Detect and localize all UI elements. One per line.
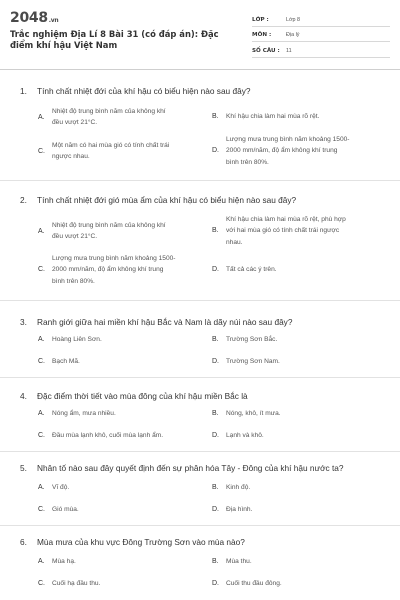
option-text [226,214,346,248]
quiz-meta [252,11,390,58]
answer-option-b[interactable] [212,214,384,248]
meta-label-count: SỐ CÂU : [252,47,280,54]
option-letter: B. [212,336,219,344]
option-letter: D. [212,432,219,440]
meta-row-subject [252,27,390,43]
question-text [20,86,250,96]
option-text [52,556,76,567]
option-text-line: Cuối thu đầu đông. [226,580,282,588]
option-text-line: bình trên 80%. [52,277,95,285]
option-letter: A. [38,484,45,492]
option-text-line: nhau. [226,238,243,246]
option-text-line: Trường Sơn Bắc. [226,336,278,344]
option-text-line: Tất cả các ý trên. [226,266,277,274]
meta-value-count: 11 [286,47,292,54]
question-prompt: Tính chất nhiệt đới của khí hậu có biểu hiện nào sau đây? [37,86,251,96]
option-text [226,556,252,567]
question-text [20,537,245,547]
page-header [0,0,400,68]
option-letter: C. [38,358,45,366]
option-text [226,482,250,493]
question-number: 2. [20,195,27,205]
answer-option-d[interactable] [212,578,384,589]
option-text-line: Hoàng Liên Sơn. [52,336,102,344]
option-letter: C. [38,506,45,514]
option-text [52,106,166,128]
answer-option-d[interactable] [212,430,384,441]
option-text [226,264,277,275]
option-letter: B. [212,558,219,566]
question-prompt: Đặc điểm thời tiết vào mùa đông của khí hậu miền Bắc là [37,391,248,401]
option-letter: B. [212,410,219,418]
option-text [52,356,80,367]
answer-option-d[interactable] [212,504,384,515]
option-text-line: Lạnh và khô. [226,432,264,440]
option-text-line: Khí hậu chia làm hai mùa rõ rệt. [226,113,320,121]
question-prompt: Mùa mưa của khu vực Đông Trường Sơn vào mùa nào? [37,537,245,547]
option-text-line: Một năm có hai mùa gió có tính chất trái [52,141,170,149]
option-text [226,356,280,367]
option-text-line: đều vượt 21°C. [52,233,98,240]
option-text [226,408,281,419]
answer-option-a[interactable] [38,106,206,128]
option-text-line: Vĩ độ. [52,484,70,492]
answer-option-b[interactable] [212,334,384,345]
question-text [20,463,344,473]
option-text-line: Cuối hạ đầu thu. [52,580,101,588]
option-text-line: 2000 mm/năm, độ ẩm không khí trung [226,147,338,155]
meta-label-subject: MÔN : [252,32,272,38]
answer-option-b[interactable] [212,408,384,419]
option-letter: D. [212,506,219,514]
option-text-line: Gió mùa. [52,506,79,514]
option-text [226,134,350,168]
option-letter: A. [38,227,45,235]
option-text [52,482,69,493]
meta-label-class: LỚP : [252,16,269,23]
option-text [52,140,169,162]
answer-option-c[interactable] [38,253,206,287]
option-text-line: Nóng ẩm, mưa nhiều. [52,410,116,418]
option-letter: C. [38,266,45,274]
option-text-line: Lượng mưa trung bình năm khoảng 1500- [226,136,350,144]
answer-option-a[interactable] [38,220,206,242]
answer-option-c[interactable] [38,430,206,441]
option-letter: C. [38,580,45,588]
answer-option-a[interactable] [38,408,206,419]
option-text-line: đều vượt 21°C. [52,119,98,126]
option-text-line: với hai mùa gió có tính chất trái ngược [226,227,340,235]
answer-option-d[interactable] [212,264,384,275]
option-text [226,578,282,589]
option-text [226,504,252,515]
option-letter: A. [38,336,45,344]
option-letter: A. [38,113,45,121]
option-letter: B. [212,113,219,121]
answer-option-a[interactable] [38,556,206,567]
option-letter: A. [38,410,45,418]
option-text [52,578,100,589]
option-text-line: Trường Sơn Nam. [226,358,280,366]
option-text [226,111,319,122]
question-number: 6. [20,537,27,547]
option-text [52,504,79,515]
answer-option-b[interactable] [212,482,384,493]
meta-value-class: Lớp 8 [286,16,301,23]
question-prompt: Ranh giới giữa hai miền khí hậu Bắc và Nam là dãy núi nào sau đây? [37,317,293,327]
option-letter: C. [38,147,45,155]
option-text-line: 2000 mm/năm, độ ẩm không khí trung [52,266,164,274]
answer-option-a[interactable] [38,482,206,493]
option-text-line: Khí hậu chia làm hai mùa rõ rệt, phù hợp [226,216,346,224]
answer-option-a[interactable] [38,334,206,345]
question-separator [0,451,400,452]
question-text [20,195,296,205]
meta-row-class [252,11,390,27]
option-text-line: Nhiệt độ trung bình năm của không khí [52,221,166,229]
option-text [52,253,176,287]
option-letter: D. [212,580,219,588]
answer-option-c[interactable] [38,578,206,589]
option-letter: B. [212,227,219,235]
answer-option-d[interactable] [212,356,384,367]
option-text-line: Nhiệt độ trung bình năm của không khí [52,107,166,115]
answer-option-c[interactable] [38,140,206,162]
option-letter: C. [38,432,45,440]
meta-value-subject: Địa lý [286,32,300,38]
option-letter: B. [212,484,219,492]
site-logo[interactable] [10,10,58,26]
option-text [52,408,116,419]
question-text [20,317,292,327]
option-text [226,334,277,345]
answer-option-d[interactable] [212,134,384,168]
option-letter: A. [38,558,45,566]
option-letter: D. [212,147,219,155]
question-prompt: Tính chất nhiệt đới gió mùa ẩm của khí hậu có biểu hiện nào sau đây? [37,195,297,205]
answer-option-b[interactable] [212,556,384,567]
question-separator [0,300,400,301]
logo-suffix: .vn [48,17,59,24]
option-letter: D. [212,266,219,274]
question-separator [0,180,400,181]
question-number: 3. [20,317,27,327]
option-text [52,430,163,441]
option-text-line: Kinh độ. [226,484,251,492]
option-text [52,220,166,242]
option-text-line: Nóng, khô, ít mưa. [226,410,281,418]
option-text-line: Mùa thu. [226,558,252,566]
option-letter: D. [212,358,219,366]
question-number: 4. [20,391,27,401]
quiz-title: Trắc nghiệm Địa Lí 8 Bài 31 (có đáp án): Đặc điểm khí hậu Việt Nam [10,29,219,50]
header-divider [0,69,400,70]
question-number: 5. [20,463,27,473]
option-text-line: Lượng mưa trung bình năm khoảng 1500- [52,255,176,263]
question-separator [0,525,400,526]
question-prompt: Nhân tố nào sau đây quyết định đến sự phân hóa Tây - Đông của khí hậu nước ta? [37,463,344,473]
option-text-line: bình trên 80%. [226,158,269,166]
answer-option-b[interactable] [212,111,384,122]
answer-option-c[interactable] [38,504,206,515]
option-text-line: Bạch Mã. [52,358,80,366]
logo-main: 2048 [10,10,48,26]
option-text-line: Địa hình. [226,506,253,514]
meta-row-count [252,42,390,58]
question-text [20,391,248,401]
answer-option-c[interactable] [38,356,206,367]
option-text [226,430,264,441]
question-separator [0,377,400,378]
option-text-line: Đầu mùa lạnh khô, cuối mùa lạnh ẩm. [52,432,164,440]
option-text-line: Mùa hạ. [52,558,76,566]
option-text-line: ngược nhau. [52,153,90,160]
question-number: 1. [20,86,27,96]
option-text [52,334,102,345]
